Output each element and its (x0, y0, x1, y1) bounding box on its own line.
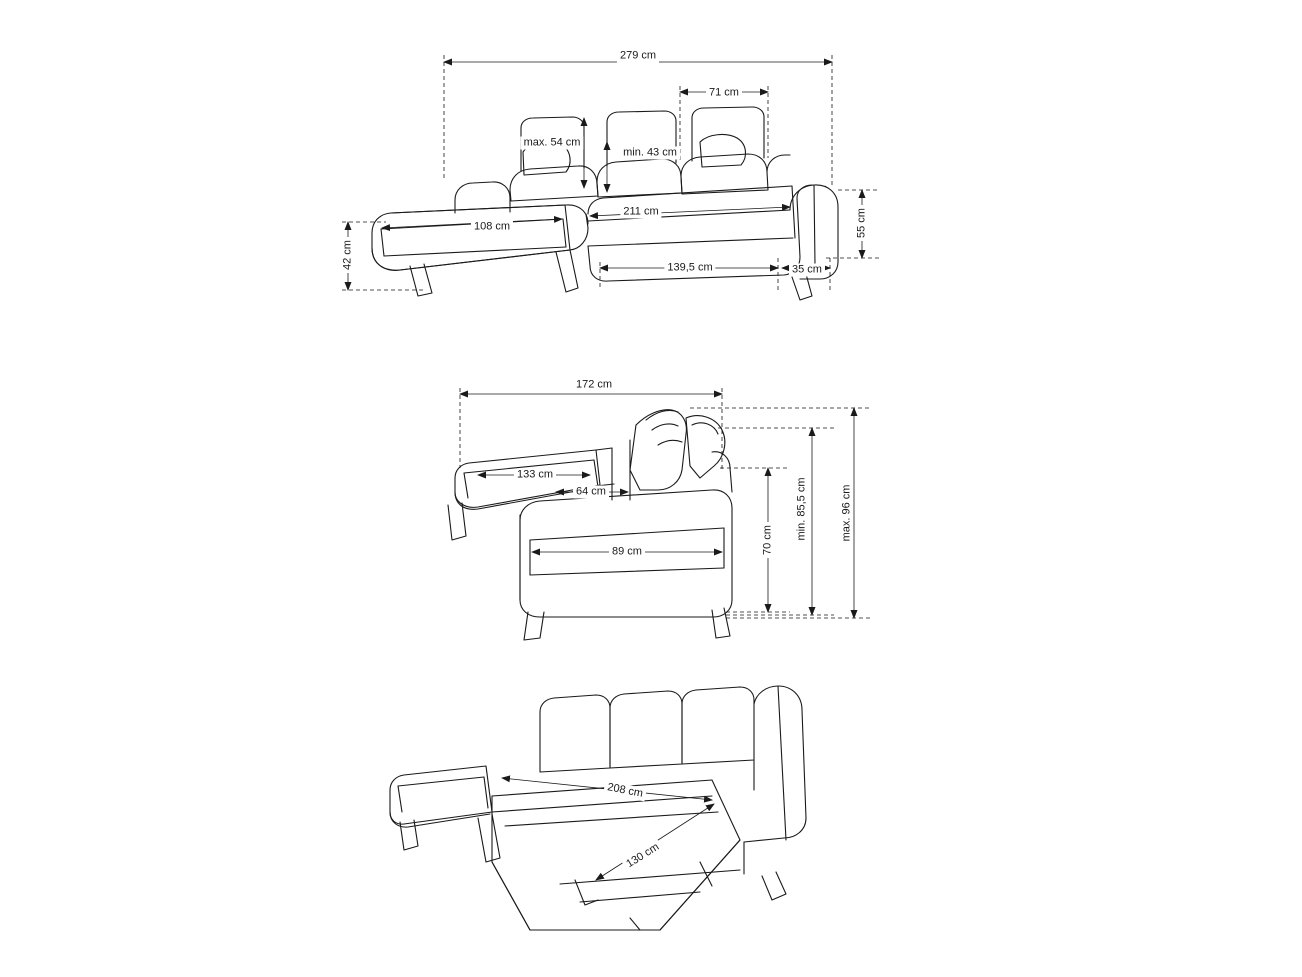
dim-seat-depth: 89 cm (609, 546, 645, 559)
dim-bed-width: 130 cm (622, 839, 665, 872)
bed-view-sofa-outline (390, 686, 806, 930)
dim-back-height: 55 cm (856, 205, 869, 241)
dim-total-height-min: min. 85,5 cm (796, 475, 809, 544)
dim-seat-back-height: 70 cm (762, 522, 775, 558)
dim-seat-width-inner: 139,5 cm (664, 262, 715, 275)
front-view-dimension-lines (342, 55, 880, 290)
dim-headrest-max-height: max. 54 cm (521, 137, 584, 150)
side-view-dimension-lines (460, 388, 870, 618)
dim-seat-module-width: 71 cm (706, 87, 742, 100)
dim-chaise-depth: 133 cm (514, 469, 556, 482)
dim-overall-width: 279 cm (617, 50, 659, 63)
dim-total-height-max: max. 96 cm (841, 482, 854, 545)
dim-headrest-min-height: min. 43 cm (620, 147, 680, 160)
dim-overall-depth: 172 cm (573, 379, 615, 392)
dim-chaise-width: 108 cm (471, 221, 513, 234)
dim-sofa-part-width: 211 cm (620, 206, 661, 219)
dim-seat-depth-extended: 64 cm (573, 486, 609, 499)
dim-bed-length: 208 cm (603, 781, 647, 802)
dim-seat-height: 42 cm (342, 237, 355, 273)
side-view-sofa-outline (448, 410, 732, 640)
dim-armrest-width: 35 cm (789, 264, 825, 277)
